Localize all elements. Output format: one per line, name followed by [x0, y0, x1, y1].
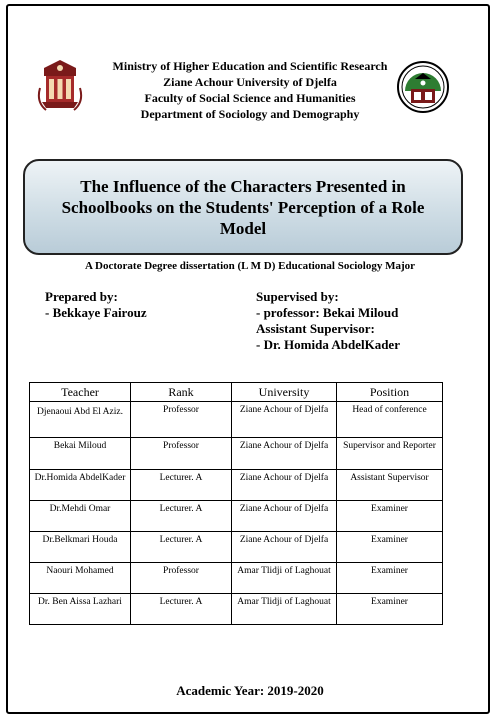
student-name: - Bekkaye Fairouz: [45, 305, 147, 320]
assistant-supervisor-name: - Dr. Homida AbdelKader: [256, 337, 400, 352]
column-header-university: University: [232, 383, 337, 402]
university-cell: Amar Tlidji of Laghouat: [232, 594, 337, 625]
teacher-cell: Djenaoui Abd El Aziz.: [30, 402, 131, 438]
position-cell: Examiner: [337, 563, 443, 594]
teacher-cell: Dr. Ben Aissa Lazhari: [30, 594, 131, 625]
rank-cell: Professor: [131, 402, 232, 438]
teacher-cell: Naouri Mohamed: [30, 563, 131, 594]
rank-cell: Professor: [131, 563, 232, 594]
position-cell: Head of conference: [337, 402, 443, 438]
rank-cell: Lecturer. A: [131, 532, 232, 563]
thesis-title-box: [23, 159, 463, 255]
table-row: [30, 532, 443, 563]
rank-cell: Lecturer. A: [131, 594, 232, 625]
supervisor-name: - professor: Bekai Miloud: [256, 305, 399, 320]
column-header-position: Position: [337, 383, 443, 402]
jury-header-row: [30, 383, 443, 402]
university-cell: Ziane Achour of Djelfa: [232, 532, 337, 563]
rank-cell: Lecturer. A: [131, 501, 232, 532]
table-row: [30, 501, 443, 532]
department-line: Department of Sociology and Demography: [140, 107, 360, 121]
table-row: [30, 438, 443, 470]
position-cell: Examiner: [337, 594, 443, 625]
teacher-cell: Dr.Mehdi Omar: [30, 501, 131, 532]
table-row: [30, 470, 443, 501]
prepared-by-block: [45, 289, 147, 321]
table-row: [30, 594, 443, 625]
supervised-by-label: Supervised by:: [256, 289, 339, 304]
degree-line: A Doctorate Degree dissertation (L M D) Educational Sociology Major: [84, 260, 416, 272]
ministry-line: Ministry of Higher Education and Scientific Research: [112, 59, 388, 73]
faculty-line: Faculty of Social Science and Humanities: [144, 91, 356, 105]
rank-cell: Lecturer. A: [131, 470, 232, 501]
teacher-cell: Dr.Belkmari Houda: [30, 532, 131, 563]
supervised-by-block: [256, 289, 400, 353]
teacher-cell: Bekai Miloud: [30, 438, 131, 470]
position-cell: Examiner: [337, 501, 443, 532]
university-cell: Ziane Achour of Djelfa: [232, 501, 337, 532]
position-cell: Assistant Supervisor: [337, 470, 443, 501]
position-cell: Examiner: [337, 532, 443, 563]
university-cell: Ziane Achour of Djelfa: [232, 470, 337, 501]
university-cell: Amar Tlidji of Laghouat: [232, 563, 337, 594]
university-cell: Ziane Achour of Djelfa: [232, 438, 337, 470]
university-line: Ziane Achour University of Djelfa: [163, 75, 337, 89]
prepared-by-label: Prepared by:: [45, 289, 118, 304]
academic-year: Academic Year: 2019-2020: [176, 683, 324, 698]
institution-header: [0, 58, 500, 122]
rank-cell: Professor: [131, 438, 232, 470]
teacher-cell: Dr.Homida AbdelKader: [30, 470, 131, 501]
column-header-rank: Rank: [131, 383, 232, 402]
table-row: [30, 563, 443, 594]
university-cell: Ziane Achour of Djelfa: [232, 402, 337, 438]
thesis-title: The Influence of the Characters Presented in Schoolbooks on the Students' Perception of a Role Model: [61, 176, 425, 238]
column-header-teacher: Teacher: [30, 383, 131, 402]
assistant-supervisor-label: Assistant Supervisor:: [256, 321, 375, 336]
jury-table: [29, 382, 443, 625]
table-row: [30, 402, 443, 438]
position-cell: Supervisor and Reporter: [337, 438, 443, 470]
